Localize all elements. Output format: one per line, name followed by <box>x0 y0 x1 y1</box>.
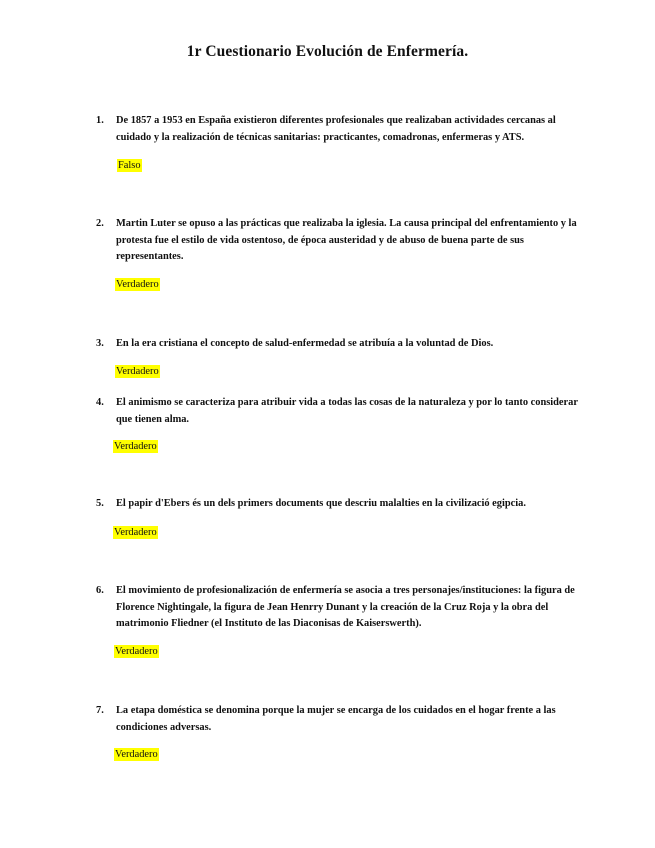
answer-highlight: Verdadero <box>115 646 158 657</box>
question-number: 5. <box>96 498 104 509</box>
question-item <box>96 113 581 146</box>
question-number: 6. <box>96 585 104 596</box>
answer-highlight: Verdadero <box>114 527 157 538</box>
question-item <box>96 496 581 513</box>
answer-highlight: Verdadero <box>115 749 158 760</box>
question-text: En la era cristiana el concepto de salud-enfermedad se atribuía a la voluntad de Dios. <box>116 338 494 349</box>
question-item <box>96 216 581 266</box>
question-number: 3. <box>96 338 104 349</box>
answer-highlight: Verdadero <box>116 279 159 290</box>
answer-highlight: Falso <box>118 160 141 171</box>
question-number: 2. <box>96 218 104 229</box>
question-number: 7. <box>96 705 104 716</box>
question-item <box>96 395 581 428</box>
question-text: El animismo se caracteriza para atribuir vida a todas las cosas de la naturaleza y por lo tanto considerar que tienen alma. <box>116 397 578 425</box>
question-text: El movimiento de profesionalización de enfermería se asocia a tres personajes/instituciones: la figura de Florence Nightingale, la figura de Jean Henrry Dunant y la creación de la Cruz Roja y la obra del matrimonio Fliedner (el Instituto de las Diaconisas de Kaiserswerth). <box>116 585 575 629</box>
question-text: De 1857 a 1953 en España existieron diferentes profesionales que realizaban actividades cercanas al cuidado y la realización de técnicas sanitarias: practicantes, comadronas, enfermeras y ATS. <box>116 115 556 143</box>
answer-highlight: Verdadero <box>116 366 159 377</box>
question-number: 1. <box>96 115 104 126</box>
answer-highlight: Verdadero <box>114 441 157 452</box>
question-item <box>96 583 581 633</box>
question-item <box>96 336 581 353</box>
question-number: 4. <box>96 397 104 408</box>
question-item <box>96 703 581 736</box>
question-text: La etapa doméstica se denomina porque la mujer se encarga de los cuidados en el hogar frente a las condiciones adversas. <box>116 705 556 733</box>
page-title: 1r Cuestionario Evolución de Enfermería. <box>186 43 469 60</box>
question-text: Martin Luter se opuso a las prácticas que realizaba la iglesia. La causa principal del enfrentamiento y la protesta fue el estilo de vida ostentoso, de época austeridad y de abuso de buena parte de sus representantes. <box>116 218 577 262</box>
question-text: El papir d'Ebers és un dels primers documents que descriu malalties en la civilizació egipcia. <box>116 498 526 509</box>
